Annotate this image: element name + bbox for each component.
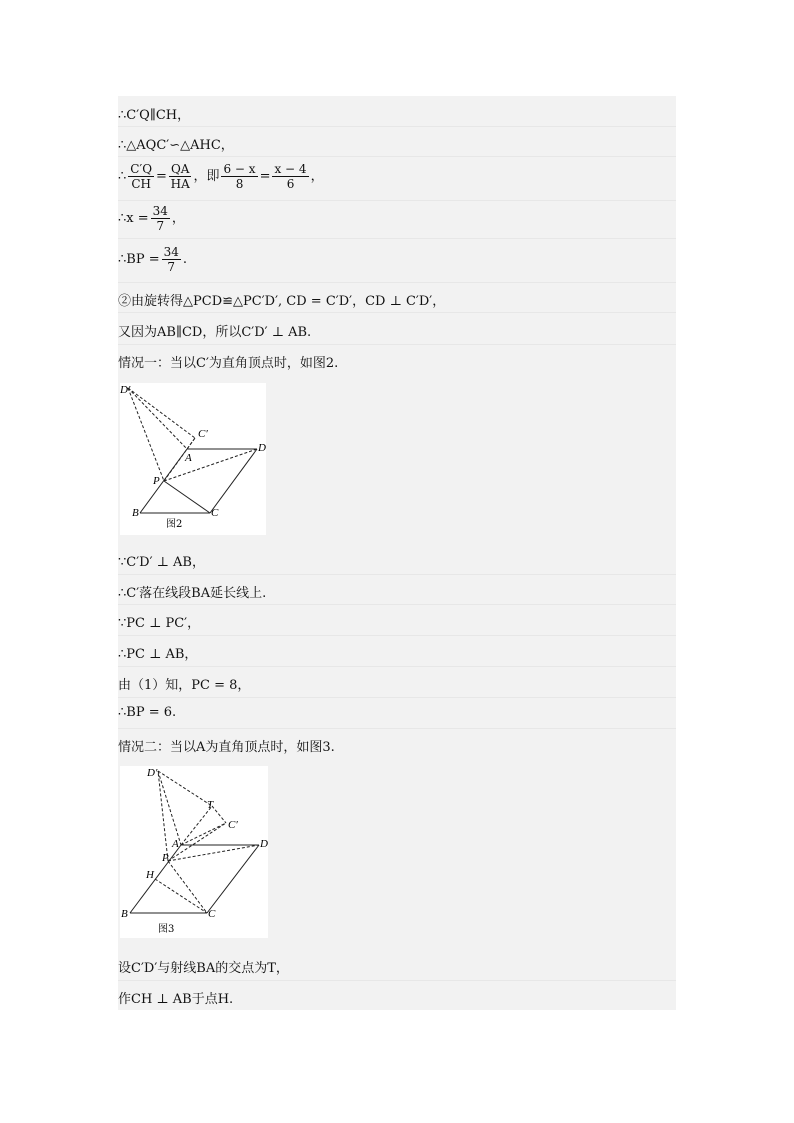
step-pc-perp-pc1: ∵PC ⊥ PC′， — [118, 616, 201, 631]
step-similar: ∴△AQC′∽△AHC， — [118, 138, 234, 153]
figure-2 — [120, 383, 266, 535]
label-P: P — [153, 475, 160, 487]
denominator: 6 — [286, 177, 295, 191]
dashed-D1A — [128, 388, 187, 449]
row-separator — [118, 635, 676, 636]
period: . — [182, 252, 188, 267]
dashed-HC — [155, 879, 207, 913]
dashed-AT — [181, 806, 212, 845]
label-T: T — [207, 799, 214, 811]
row-separator — [118, 238, 676, 239]
row-separator — [118, 666, 676, 667]
step-x-value — [118, 204, 676, 233]
label-C: C — [208, 908, 216, 920]
comma: ， — [171, 211, 185, 226]
segment-DC — [210, 449, 257, 513]
dashed-PD1 — [158, 771, 168, 861]
numerator: 6 − x — [223, 162, 256, 176]
step-parallel: ∴C′Q∥CH， — [118, 108, 191, 123]
step-bp-value — [118, 245, 676, 274]
row-separator — [118, 574, 676, 575]
denominator: HA — [170, 177, 190, 191]
solution-panel — [118, 96, 676, 1010]
figure-2-caption: 图2 — [166, 519, 183, 530]
label-D: D — [258, 442, 266, 454]
label-D: D — [260, 838, 268, 850]
denominator: 7 — [156, 219, 165, 233]
dashed-PD — [164, 449, 257, 481]
fraction — [151, 204, 170, 233]
row-separator — [118, 604, 676, 605]
fraction — [221, 162, 257, 191]
label-C: C — [211, 507, 219, 519]
row-separator — [118, 697, 676, 698]
dashed-PC — [168, 861, 207, 913]
step-pc-perp-ab: ∴PC ⊥ AB， — [118, 647, 198, 662]
numerator: QA — [170, 162, 190, 176]
comma: ， — [310, 169, 324, 184]
dashed-D1T — [158, 771, 212, 806]
step-construct-ch: 作CH ⊥ AB于点H. — [118, 992, 234, 1007]
label-H: H — [146, 869, 154, 881]
numerator: 34 — [152, 204, 168, 218]
label-A: A — [185, 452, 192, 464]
label-D1: D′ — [147, 767, 158, 779]
numerator: 34 — [163, 245, 179, 259]
denominator: CH — [131, 177, 151, 191]
equals-sign: = — [156, 169, 167, 184]
fraction — [272, 162, 308, 191]
dashed-TC1 — [212, 806, 226, 823]
case-one-heading: 情况一：当以C′为直角顶点时，如图2. — [118, 356, 339, 371]
denominator: 8 — [235, 177, 244, 191]
row-separator — [118, 126, 676, 127]
step-pc-value: 由（1）知，PC = 8， — [118, 678, 251, 693]
step-c1-on-ba: ∴C′落在线段BA延长线上. — [118, 586, 267, 601]
row-separator — [118, 200, 676, 201]
label-C1: C′ — [228, 819, 238, 831]
dashed-AC1 — [181, 823, 226, 845]
fraction — [162, 245, 181, 274]
step-c1d1-perp: ∵C′D′ ⊥ AB， — [118, 555, 205, 570]
row-separator — [118, 312, 676, 313]
row-separator — [118, 344, 676, 345]
label-P: P — [162, 852, 169, 864]
fraction — [169, 162, 192, 191]
row-separator — [118, 156, 676, 157]
numerator: x − 4 — [274, 162, 307, 176]
dashed-D1A — [158, 771, 181, 845]
label-B: B — [121, 908, 128, 920]
step-bp-six: ∴BP = 6. — [118, 705, 177, 720]
row-separator — [118, 282, 676, 283]
case-two-heading: 情况二：当以A为直角顶点时，如图3. — [118, 740, 335, 755]
step-perpendicular: 又因为AB∥CD，所以C′D′ ⊥ AB. — [118, 325, 312, 340]
step-define-t: 设C′D′与射线BA的交点为T， — [118, 961, 289, 976]
bp-equals: ∴BP = — [118, 252, 160, 267]
label-D1: D′ — [120, 384, 131, 396]
figure-3-caption: 图3 — [158, 924, 175, 935]
denominator: 7 — [167, 260, 176, 274]
numerator: C′Q — [130, 162, 153, 176]
fraction — [128, 162, 154, 191]
label-B: B — [132, 507, 139, 519]
segment-PC — [164, 481, 210, 513]
connector-text: ，即 — [193, 169, 220, 184]
dashed-PD — [168, 845, 259, 861]
label-C1: C′ — [198, 428, 208, 440]
label-A: A — [172, 838, 179, 850]
equals-sign: = — [259, 169, 271, 184]
segment-DC — [207, 845, 259, 913]
row-separator — [118, 728, 676, 729]
x-equals: ∴x = — [118, 211, 149, 226]
step-rotation: ②由旋转得△PCD≌△PC′D′, CD = C′D′，CD ⊥ C′D′， — [118, 294, 446, 309]
row-separator — [118, 980, 676, 981]
figure-3 — [120, 766, 268, 938]
therefore-symbol: ∴ — [118, 169, 127, 184]
step-ratio — [118, 162, 676, 191]
